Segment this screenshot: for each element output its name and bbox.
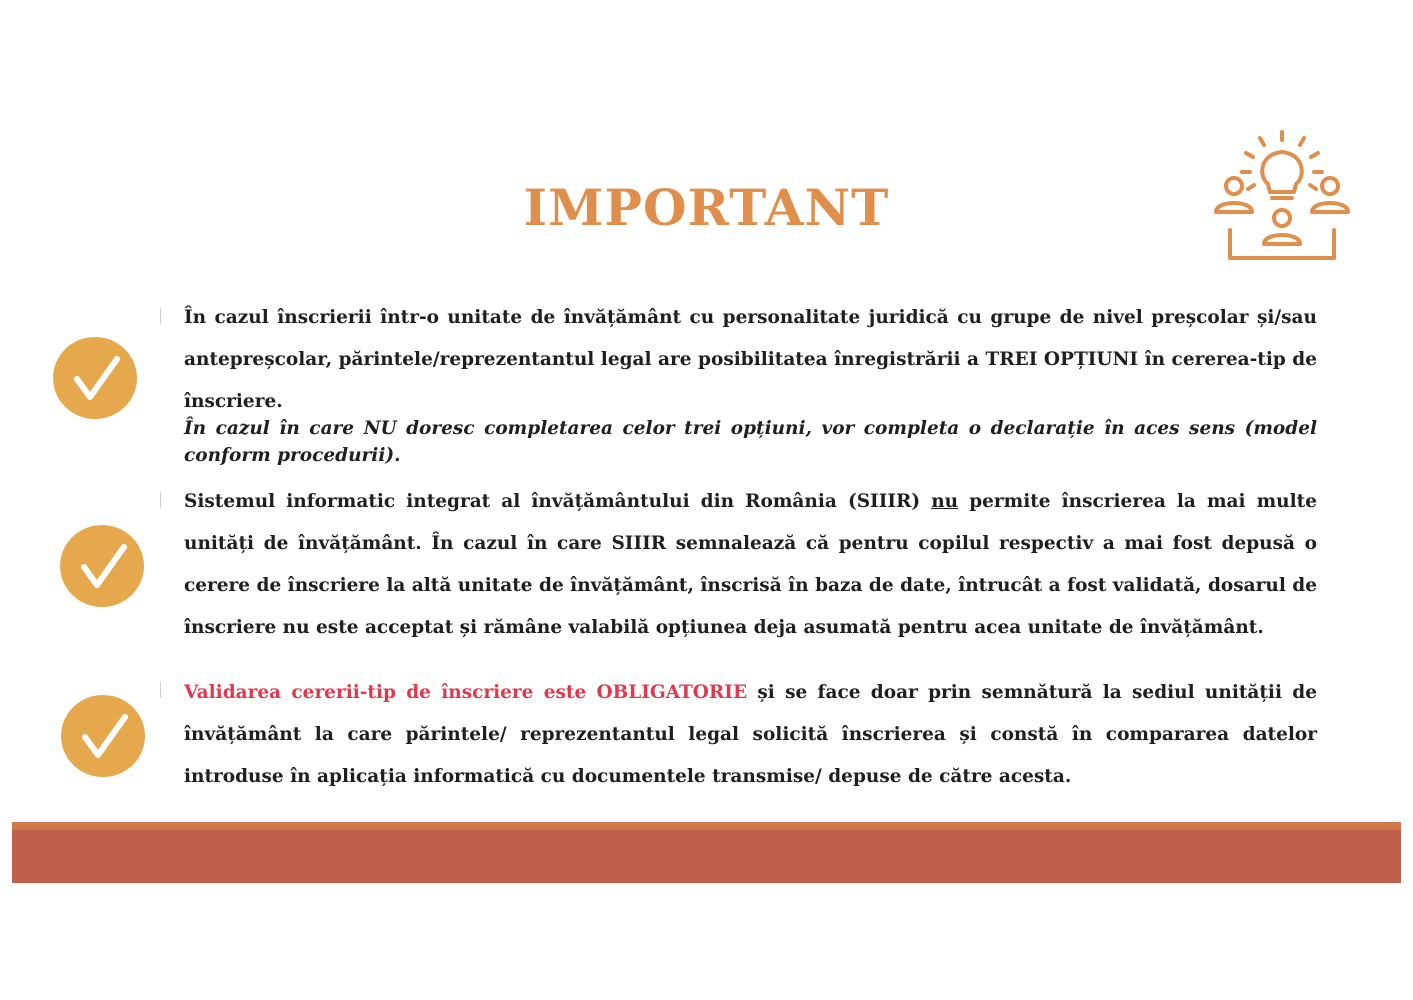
paragraph-3-text: și se face doar prin semnătură la sediul unității de învățământ la care părintele/ reprezentantul legal solicită înscrierea și constă în compararea datelor introduse în aplicația informatică cu documentele transmise/ depuse de către acesta. [184,682,1317,787]
footer-accent-line [12,822,1401,830]
page-title: IMPORTANT [523,178,890,237]
paragraph-1-italic-note: În cazul în care NU doresc completarea celor trei opțiuni, vor completa o declarație în aces sens (model conform procedurii). [184,418,1317,466]
paragraph-1-text: În cazul înscrierii într-o unitate de învățământ cu personalitate juridică cu grupe de nivel preșcolar și/sau antepreșcolar, părintele/reprezentantul legal are posibilitatea înregistrării a TREI OPȚIUNI în cererea-tip de înscriere. [184,307,1317,412]
paragraph-2-text-end: permite înscrierea la mai multe unități de învățământ. În cazul în care SIIIR semnalează că pentru copilul respectiv a mai fost depusă o cerere de înscriere la altă unitate de învățământ, înscrisă în baza de date, întrucât a fost validată, dosarul de înscriere nu este acceptat și rămâne valabilă opțiunea deja asumată pentru acea unitate de învățământ. [184,491,1317,638]
idea-team-icon [1208,126,1356,264]
paragraph-3-highlight: Validarea cererii-tip de înscriere este OBLIGATORIE [184,682,748,703]
info-paragraph-2 [184,481,1317,649]
checkmark-icon [61,695,145,777]
footer-band [12,822,1401,883]
paragraph-marker [160,308,161,324]
paragraph-2-underlined: nu [931,491,959,512]
info-paragraph-3 [184,672,1317,798]
paragraph-marker [160,682,161,698]
checkmark-icon [53,337,137,419]
info-paragraph-1 [184,297,1317,469]
checkmark-icon [60,525,144,607]
paragraph-2-text-start: Sistemul informatic integrat al învățământului din România (SIIIR) [184,491,921,512]
paragraph-marker [160,492,161,508]
